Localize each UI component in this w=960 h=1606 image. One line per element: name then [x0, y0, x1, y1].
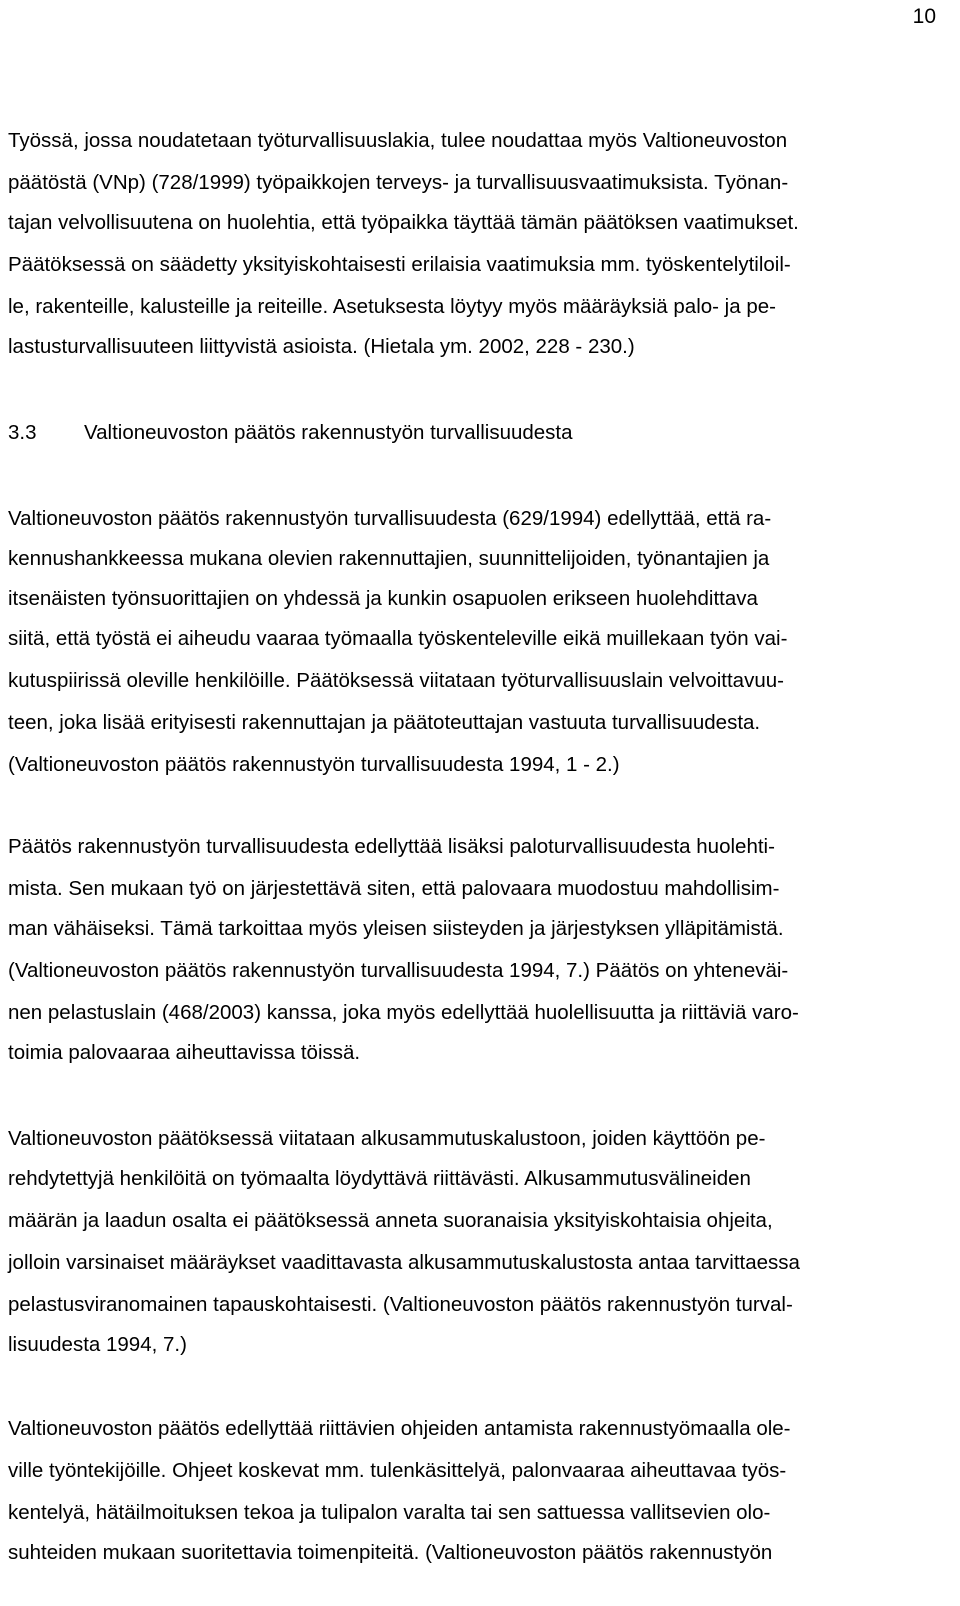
text-line: määrän ja laadun osalta ei päätöksessä anneta suoranaisia yksityiskohtaisia ohjeita,: [8, 1209, 773, 1232]
text-line: Valtioneuvoston päätös edellyttää riittävien ohjeiden antamista rakennustyömaalla ole-: [8, 1417, 791, 1440]
text-line: kutuspiirissä oleville henkilöille. Päätöksessä viitataan työturvallisuuslain velvoittavuu-: [8, 669, 784, 692]
text-line: toimia palovaaraa aiheuttavissa töissä.: [8, 1041, 361, 1064]
text-line: Työssä, jossa noudatetaan työturvallisuuslakia, tulee noudattaa myös Valtioneuvoston: [8, 129, 788, 152]
text-line: siitä, että työstä ei aiheudu vaaraa työmaalla työskenteleville eikä muillekaan työn vai-: [8, 627, 788, 650]
text-line: Päätöksessä on säädetty yksityiskohtaisesti erilaisia vaatimuksia mm. työskentelytiloil-: [8, 253, 791, 276]
text-line: lisuudesta 1994, 7.): [8, 1333, 187, 1356]
text-line: kentelyä, hätäilmoituksen tekoa ja tulipalon varalta tai sen sattuessa vallitsevien olo-: [8, 1501, 771, 1524]
text-line: tajan velvollisuutena on huolehtia, että työpaikka täyttää tämän päätöksen vaatimukset.: [8, 211, 799, 234]
text-line: (Valtioneuvoston päätös rakennustyön turvallisuudesta 1994, 7.) Päätös on yhteneväi-: [8, 959, 789, 982]
section-number: 3.3: [8, 421, 37, 444]
text-line: (Valtioneuvoston päätös rakennustyön turvallisuudesta 1994, 1 - 2.): [8, 753, 620, 776]
text-line: Valtioneuvoston päätös rakennustyön turvallisuudesta (629/1994) edellyttää, että ra-: [8, 507, 772, 530]
text-line: itsenäisten työnsuorittajien on yhdessä ja kunkin osapuolen erikseen huolehdittava: [8, 587, 758, 610]
text-line: le, rakenteille, kalusteille ja reiteille. Asetuksesta löytyy myös määräyksiä palo- ja pe-: [8, 295, 776, 318]
page-number: 10: [912, 5, 936, 28]
text-line: teen, joka lisää erityisesti rakennuttajan ja päätoteuttajan vastuuta turvallisuudesta.: [8, 711, 761, 734]
text-line: Päätös rakennustyön turvallisuudesta edellyttää lisäksi paloturvallisuudesta huolehti-: [8, 835, 775, 858]
section-title: Valtioneuvoston päätös rakennustyön turvallisuudesta: [84, 421, 573, 444]
text-line: jolloin varsinaiset määräykset vaadittavasta alkusammutuskalustosta antaa tarvittaessa: [8, 1251, 800, 1274]
text-line: rehdytettyjä henkilöitä on työmaalta löydyttävä riittävästi. Alkusammutusvälineiden: [8, 1167, 751, 1190]
text-line: suhteiden mukaan suoritettavia toimenpiteitä. (Valtioneuvoston päätös rakennustyön: [8, 1541, 773, 1564]
text-line: lastusturvallisuuteen liittyvistä asioista. (Hietala ym. 2002, 228 - 230.): [8, 335, 635, 358]
text-line: ville työntekijöille. Ohjeet koskevat mm. tulenkäsittelyä, palonvaaraa aiheuttavaa työs-: [8, 1459, 787, 1482]
text-line: nen pelastuslain (468/2003) kanssa, joka myös edellyttää huolellisuutta ja riittäviä varo-: [8, 1001, 799, 1024]
section-heading: [8, 419, 573, 447]
text-line: kennushankkeessa mukana olevien rakennuttajien, suunnittelijoiden, työnantajien ja: [8, 547, 770, 570]
text-line: päätöstä (VNp) (728/1999) työpaikkojen terveys- ja turvallisuusvaatimuksista. Työnan-: [8, 171, 789, 194]
text-line: mista. Sen mukaan työ on järjestettävä siten, että palovaara muodostuu mahdollisim-: [8, 877, 780, 900]
text-line: pelastusviranomainen tapauskohtaisesti. (Valtioneuvoston päätös rakennustyön turval-: [8, 1293, 793, 1316]
text-line: Valtioneuvoston päätöksessä viitataan alkusammutuskalustoon, joiden käyttöön pe-: [8, 1127, 766, 1150]
text-line: man vähäiseksi. Tämä tarkoittaa myös yleisen siisteyden ja järjestyksen ylläpitämistä.: [8, 917, 784, 940]
